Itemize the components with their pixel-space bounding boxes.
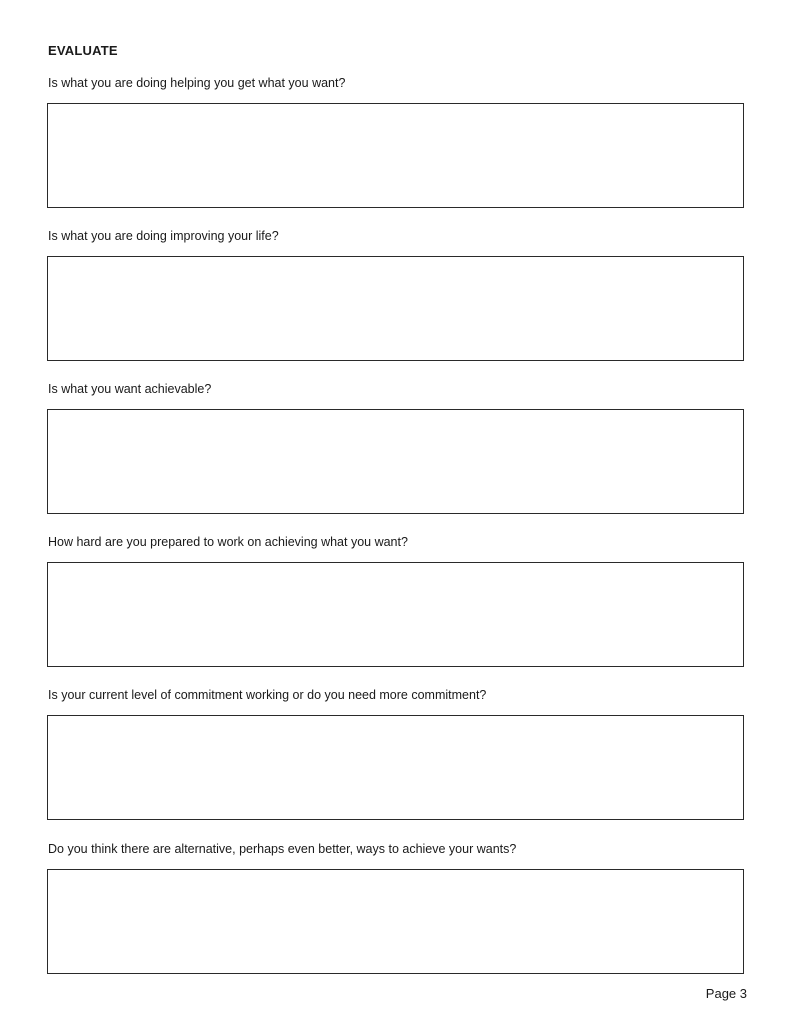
answer-box-3[interactable] [47, 409, 744, 514]
answer-box-1[interactable] [47, 103, 744, 208]
question-3-label: Is what you want achievable? [48, 382, 212, 396]
page-number: Page 3 [705, 986, 747, 1001]
question-6-label: Do you think there are alternative, perhaps even better, ways to achieve your wants? [48, 842, 517, 856]
answer-box-2[interactable] [47, 256, 744, 361]
answer-box-5[interactable] [47, 715, 744, 820]
question-4-label: How hard are you prepared to work on achieving what you want? [48, 535, 408, 549]
answer-box-4[interactable] [47, 562, 744, 667]
answer-box-6[interactable] [47, 869, 744, 974]
question-5-label: Is your current level of commitment working or do you need more commitment? [48, 688, 487, 702]
question-2-label: Is what you are doing improving your life? [48, 229, 279, 243]
question-1-label: Is what you are doing helping you get what you want? [48, 76, 346, 90]
section-heading: EVALUATE [48, 43, 118, 58]
